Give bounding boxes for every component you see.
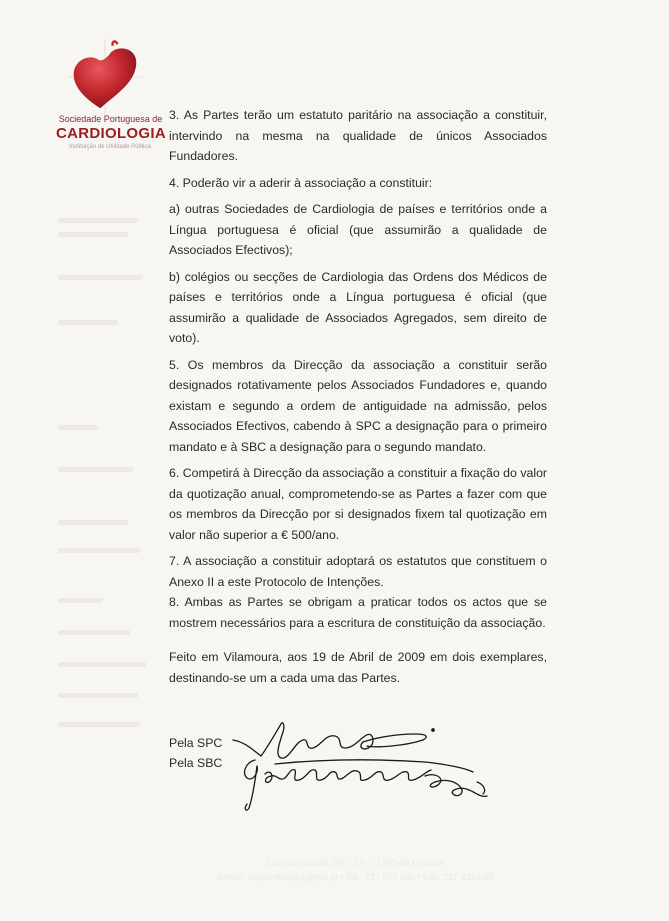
footer-bleed-line: E-mail: sspcardiologia@spc.pt • Tel.: 217 970 685 • Fax: 217 931 095	[216, 872, 494, 882]
paragraph-4: 4. Poderão vir a aderir à associação a constituir:	[169, 175, 433, 190]
sidebar-ghost-mark	[58, 548, 140, 553]
sidebar-ghost-mark	[58, 662, 146, 667]
sidebar-ghost-mark	[58, 275, 143, 280]
signature-label-sbc: Pela SBC	[169, 756, 223, 770]
sidebar-ghost-mark	[58, 693, 138, 698]
sidebar-ghost-mark	[58, 520, 128, 525]
closing-statement: Feito em Vilamoura, aos 19 de Abril de 2009 em dois exemplares, destinando-se um a cada uma das Partes.	[169, 650, 547, 685]
paragraph-7: 7. A associação a constituir adoptará os estatutos que constituem o Anexo II a este Protocolo de Intenções.	[169, 554, 547, 589]
paragraph-4a: a) outras Sociedades de Cardiologia de países e territórios onde a Língua portuguesa é oficial (que assumirão a qualidade de Associados Efectivos);	[169, 202, 547, 257]
paragraph-5: 5. Os membros da Direcção da associação a constituir serão designados rotativamente pelos Associados Fundadores e, quando existam e segundo a ordem de antiguidade na admissão, pelos Associados Efectivos, cabendo à SPC a designação para o primeiro mandato e à SBC a designação para o segundo mandato.	[169, 357, 547, 454]
logo-cardiologia: CARDIOLOGIA	[56, 125, 166, 142]
paragraph-6: 6. Competirá à Direcção da associação a constituir a fixação do valor da quotização anual, comprometendo-se as Partes a fazer com que os membros da Direcção por si designados fixem tal quotização em valor não superior a € 500/ano.	[169, 466, 547, 542]
handwritten-signatures	[225, 712, 515, 822]
sidebar-ghost-mark	[58, 218, 138, 223]
sidebar-ghost-mark	[58, 598, 103, 603]
sidebar-ghost-mark	[58, 467, 133, 472]
logo-society-name: Sociedade Portuguesa de	[58, 114, 163, 124]
sidebar-ghost-mark	[58, 232, 128, 237]
sidebar-ghost-mark	[58, 722, 140, 727]
logo-subtitle: Instituição de Utilidade Pública	[69, 144, 151, 150]
paragraph-8: 8. Ambas as Partes se obrigam a praticar todos os actos que se mostrem necessários para a escritura de constituição da associação.	[169, 595, 547, 630]
document-body	[169, 105, 547, 639]
sidebar-ghost-mark	[58, 425, 98, 430]
footer-bleed-line: Campo Grande, 28 – 13º – 1700-093 Lisboa	[266, 858, 444, 868]
paragraph-4b: b) colégios ou secções de Cardiologia das Ordens dos Médicos de países e territórios onde a Língua portuguesa é oficial (que assumirão a qualidade de Associados Agregados, sem direito de voto).	[169, 269, 547, 345]
signature-label-spc: Pela SPC	[169, 736, 223, 750]
paragraph-3: 3. As Partes terão um estatuto paritário na associação a constituir, intervindo na mesma na qualidade de únicos Associados Fundadores.	[169, 108, 547, 163]
sidebar-ghost-mark	[58, 630, 130, 635]
heart-logo-icon	[66, 38, 144, 116]
sidebar-ghost-mark	[58, 320, 118, 325]
